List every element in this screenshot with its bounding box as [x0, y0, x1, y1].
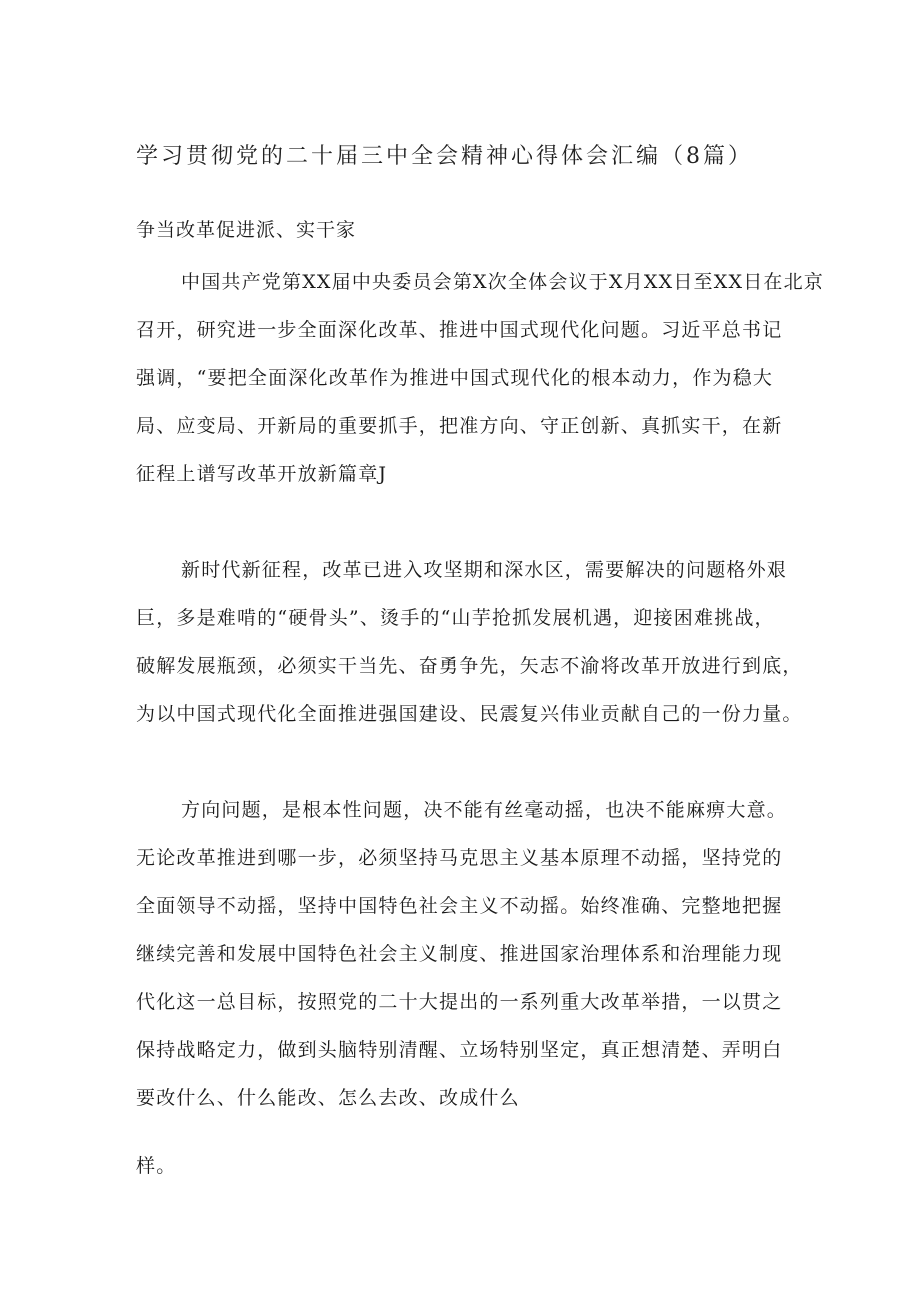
paragraph-4-line-1: 样。: [136, 1155, 177, 1177]
paragraph-2-line-4: 为以中国式现代化全面推进强国建设、民震复兴伟业贡献自己的一份力量。: [136, 703, 803, 725]
document-title: 学习贯彻党的二十届三中全会精神心得体会汇编（8篇）: [136, 144, 753, 169]
paragraph-3-line-3: 全面领导不动摇，坚持中国特色社会主义不动摇。始终准确、完整地把握: [136, 895, 783, 917]
paragraph-3-line-5: 代化这一总目标，按照党的二十大提出的一系列重大改革举措，一以贯之: [136, 991, 783, 1013]
paragraph-3-line-7: 要改什么、什么能改、怎么去改、改成什么: [136, 1087, 520, 1109]
paragraph-3-line-4: 继续完善和发展中国特色社会主义制度、推进国家治理体系和治理能力现: [136, 943, 783, 965]
section-heading: 争当改革促进派、实干家: [136, 219, 357, 241]
paragraph-2-line-3: 破解发展瓶颈，必须实干当先、奋勇争先，矢志不渝将改革开放进行到底，: [136, 655, 803, 677]
paragraph-3-line-6: 保持战略定力，做到头脑特别清醒、立场特别坚定，真正想清楚、弄明白: [136, 1039, 783, 1061]
paragraph-3-line-2: 无论改革推进到哪一步，必须坚持马克思主义基本原理不动摇，坚持党的: [136, 847, 783, 869]
paragraph-2-line-2: 巨，多是难啃的“硬骨头”、烫手的“山芋抢抓发展机遇，迎接困难挑战，: [136, 607, 775, 629]
paragraph-1-line-4: 局、应变局、开新局的重要抓手，把准方向、守正创新、真抓实干，在新: [136, 415, 783, 437]
paragraph-3-line-1: 方向问题，是根本性问题，决不能有丝毫动摇，也决不能麻痹大意。: [181, 799, 788, 821]
paragraph-1-line-3: 强调，“要把全面深化改革作为推进中国式现代化的根本动力，作为稳大: [136, 367, 774, 389]
paragraph-1-line-2: 召开，研究进一步全面深化改革、推进中国式现代化问题。习近平总书记: [136, 319, 783, 341]
paragraph-1-line-1: 中国共产党第XX届中央委员会第X次全体会议于X月XX日至XX日在北京: [181, 271, 825, 293]
paragraph-1-line-5: 征程上谱写改革开放新篇章J: [136, 463, 388, 485]
paragraph-2-line-1: 新时代新征程，改革已进入攻坚期和深水区，需要解决的问题格外艰: [181, 559, 788, 581]
